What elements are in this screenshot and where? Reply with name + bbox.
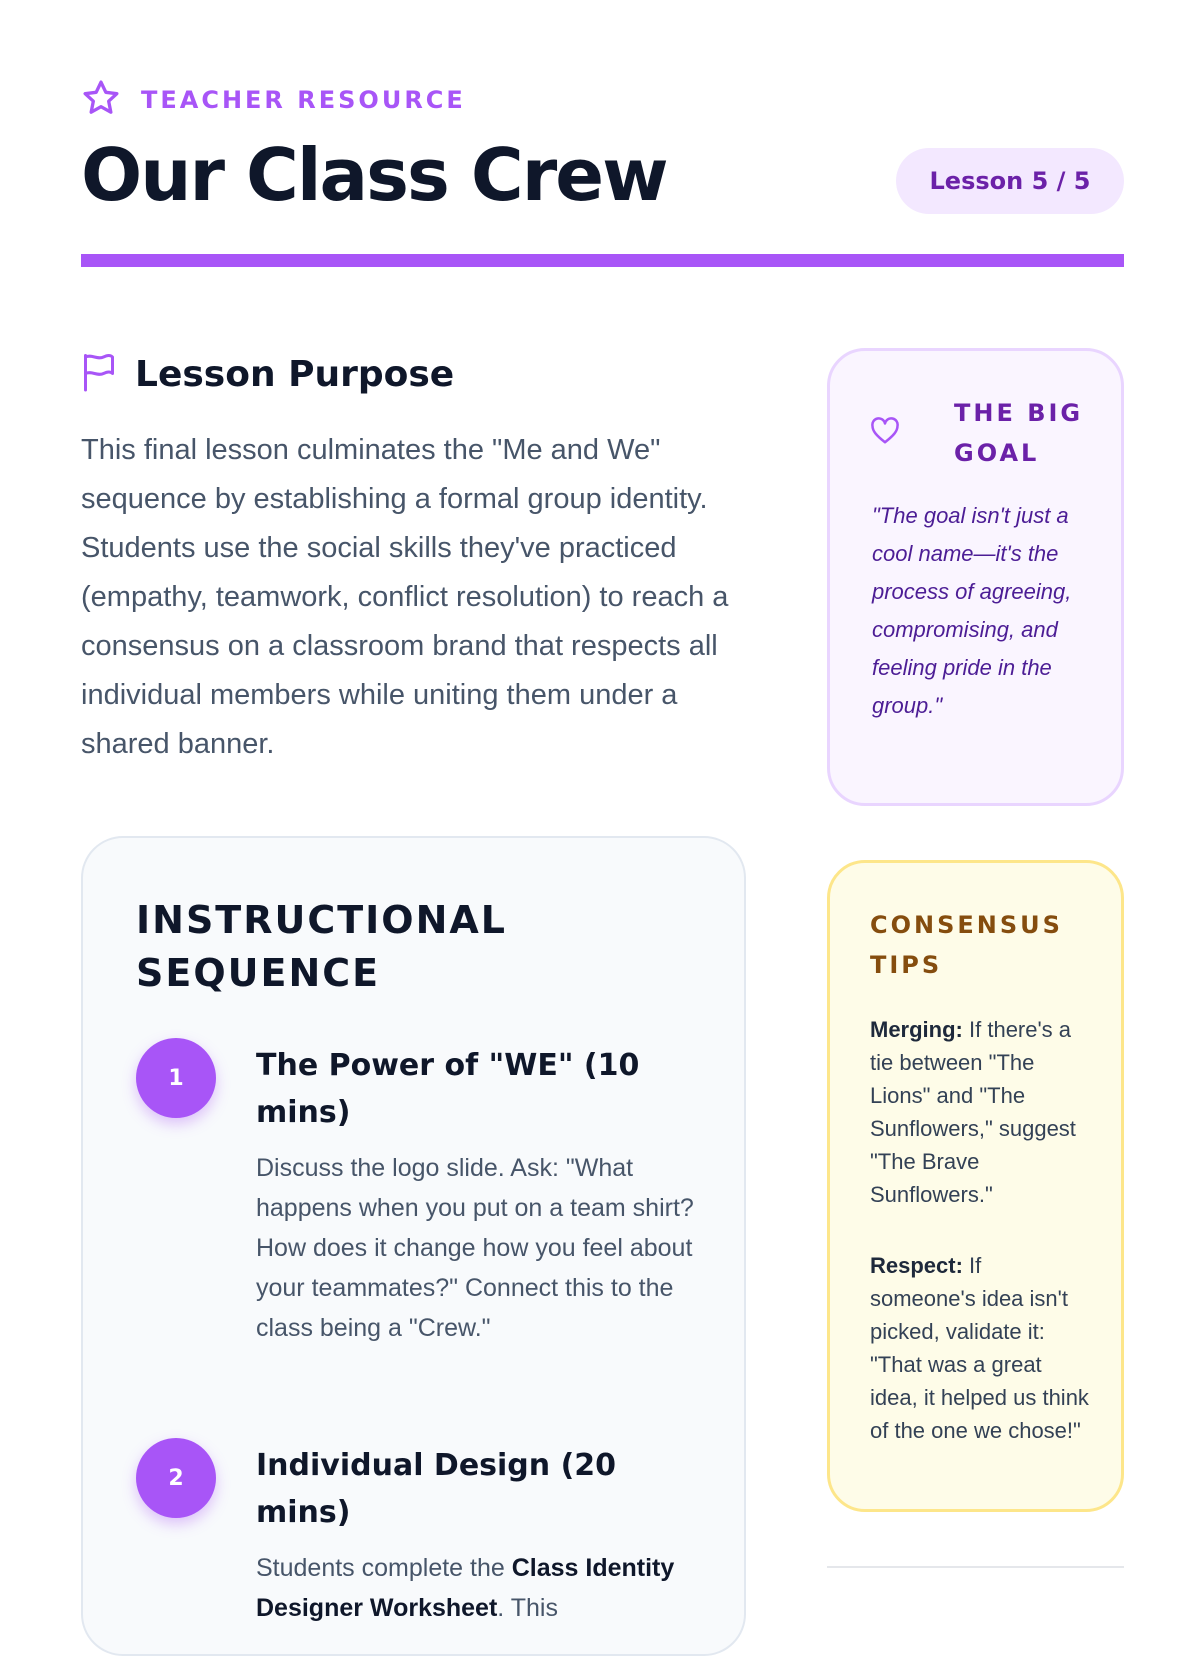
tip-label: Merging:: [870, 1017, 963, 1042]
flag-icon: [81, 352, 117, 396]
purpose-heading-row: [81, 350, 454, 398]
big-goal-heading: THE BIG GOAL: [954, 399, 1084, 467]
star-icon: [81, 78, 121, 122]
purpose-heading: Lesson Purpose: [135, 353, 455, 395]
sequence-heading: INSTRUCTIONAL SEQUENCE: [136, 898, 508, 995]
page-title: Our Class Crew: [81, 133, 667, 217]
purpose-text: This final lesson culminates the "Me and We" sequence by establishing a formal group identity. Students use the social skills they've practiced (empathy, teamwork, conflict resolution) to reach a consensus on a classroom brand that respects all individual members while uniting them under a shared banner.: [81, 434, 729, 760]
big-goal-card: [827, 348, 1124, 806]
step-body: Discuss the logo slide. Ask: "What happens when you put on a team shirt? How does it change how you feel about your teammates?" Connect this to the class being a "Crew.": [256, 1154, 694, 1342]
lesson-page: [81, 0, 1124, 1622]
lesson-badge: Lesson 5 / 5: [896, 148, 1124, 214]
tip-text: If there's a tie between "The Lions" and "The Sunflowers," suggest "The Brave Sunflowers.": [870, 1017, 1076, 1207]
sequence-card: [81, 836, 746, 1656]
tip-label: Respect:: [870, 1253, 963, 1278]
tip-text: If someone's idea isn't picked, validate it: "That was a great idea, it helped us think of the one we chose!": [870, 1253, 1089, 1443]
consensus-tips-card: [827, 860, 1124, 1512]
worksheet-name: Class Identity Designer Worksheet: [256, 1554, 675, 1622]
step-number: 2: [136, 1438, 216, 1518]
sidebar-divider: [827, 1566, 1124, 1568]
title-divider: [81, 254, 1124, 267]
step-body-text: Students complete the: [256, 1554, 512, 1582]
step-title: Individual Design (20 mins): [256, 1448, 617, 1530]
step-body: [256, 1548, 696, 1628]
step-body-text: . This: [497, 1594, 558, 1622]
step-number: 1: [136, 1038, 216, 1118]
eyebrow-label: TEACHER RESOURCE: [141, 86, 466, 114]
consensus-tips-heading: CONSENSUS TIPS: [870, 911, 1063, 979]
tip-item: [870, 1249, 1092, 1447]
big-goal-quote: "The goal isn't just a cool name—it's the process of agreeing, compromising, and feeling pride in the group.": [872, 503, 1072, 718]
eyebrow: [81, 80, 466, 120]
step-title: The Power of "WE" (10 mins): [256, 1048, 640, 1130]
tip-item: [870, 1013, 1092, 1211]
